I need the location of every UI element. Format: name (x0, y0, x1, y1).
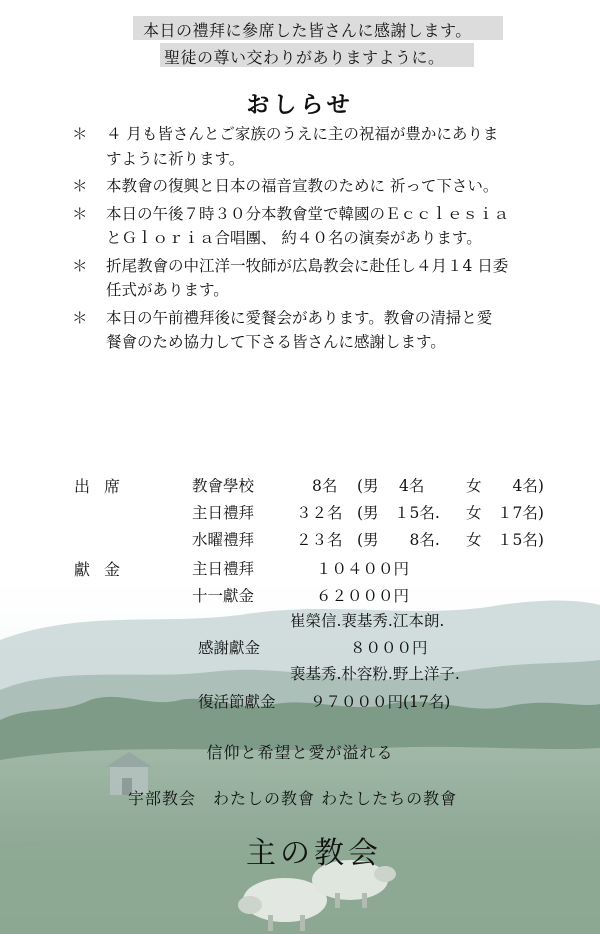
announcement-item (72, 174, 592, 199)
announcement-text-line: すように祈ります。 (106, 149, 245, 168)
asterisk-bullet-icon: ＊ (72, 256, 88, 275)
announcement-text-line: 任式があります。 (106, 281, 229, 299)
asterisk-bullet-icon: ＊ (72, 308, 88, 327)
church-line: 宇部教会 わたしの教會 わたしたちの教會 (128, 789, 458, 808)
attendance-row-name: 主日禮拜 (192, 504, 255, 522)
greeting-line-2: 聖徒の尊い交わりがありますように。 (164, 48, 445, 67)
notices-title: おしらせ (246, 91, 354, 118)
attendance-row-count: ２３名 (296, 531, 343, 549)
announcement-text-line: 本教會の復興と日本の福音宣教のために 祈って下さい。 (106, 177, 499, 195)
offering-row-amount: １０４００円 (316, 560, 410, 578)
attendance-row-male: (男 １5名. (357, 504, 440, 522)
thanks-offering-names: 裵基秀.朴容粉.野上洋子. (290, 665, 460, 683)
church-name: 主の教会 (246, 836, 382, 871)
greeting-line-1: 本日の禮拜に參席した皆さんに感謝します。 (143, 21, 472, 40)
attendance-row-count: ３２名 (296, 504, 343, 522)
asterisk-bullet-icon: ＊ (72, 125, 88, 143)
asterisk-bullet-icon: ＊ (72, 204, 88, 223)
offering-row-name: 十一獻金 (192, 587, 255, 605)
announcement-list (72, 122, 592, 358)
tithe-names: 崔榮信.裵基秀.江本朗. (290, 612, 445, 630)
attendance-row-male: (男 8名. (357, 531, 440, 549)
easter-offering-amount: ９７０００円(17名) (310, 693, 451, 711)
announcement-text-line: 折尾教會の中江洋一牧師が広島教会に赴任し４月１4 日委 (106, 256, 509, 275)
thanks-offering-name: 感謝獻金 (198, 639, 261, 657)
announcement-text-line: 餐會のため協力して下さる皆さんに感謝します。 (106, 333, 446, 351)
offering-row-amount: ６２０００円 (316, 587, 410, 605)
easter-offering-name: 復活節獻金 (198, 693, 276, 711)
attendance-row-male: (男 4名 (357, 477, 425, 495)
announcement-text-line: 本日の午前禮拜後に愛餐会があります。教會の清掃と愛 (106, 308, 493, 327)
offering-row-name: 主日禮拜 (192, 560, 255, 578)
offering-label: 獻金 (74, 560, 135, 579)
announcement-item (72, 202, 592, 251)
announcement-item (72, 122, 592, 171)
attendance-row-name: 水曜禮拜 (192, 531, 255, 549)
asterisk-bullet-icon: ＊ (72, 177, 88, 195)
thanks-offering-amount: ８０００円 (350, 639, 428, 657)
announcement-item (72, 306, 592, 355)
announcement-text-line: ４ 月も皆さんとご家族のうえに主の祝福が豊かにありま (106, 125, 499, 143)
attendance-row-female: 女 １5名) (466, 531, 544, 549)
attendance-label: 出席 (74, 477, 135, 496)
attendance-row-female: 女 4名) (466, 477, 544, 495)
announcement-text-line: とＧｌｏｒｉａ合唱團、 約４０名の演奏があります。 (106, 229, 482, 247)
attendance-row-female: 女 １7名) (466, 504, 544, 522)
attendance-row-count: 8名 (312, 477, 338, 495)
announcement-item (72, 254, 592, 303)
attendance-row-name: 教會學校 (192, 477, 255, 495)
motto: 信仰と希望と愛が溢れる (206, 743, 394, 762)
announcement-text-line: 本日の午後７時３０分本教會堂で韓國のＥｃｃｌｅｓｉａ (106, 204, 510, 223)
